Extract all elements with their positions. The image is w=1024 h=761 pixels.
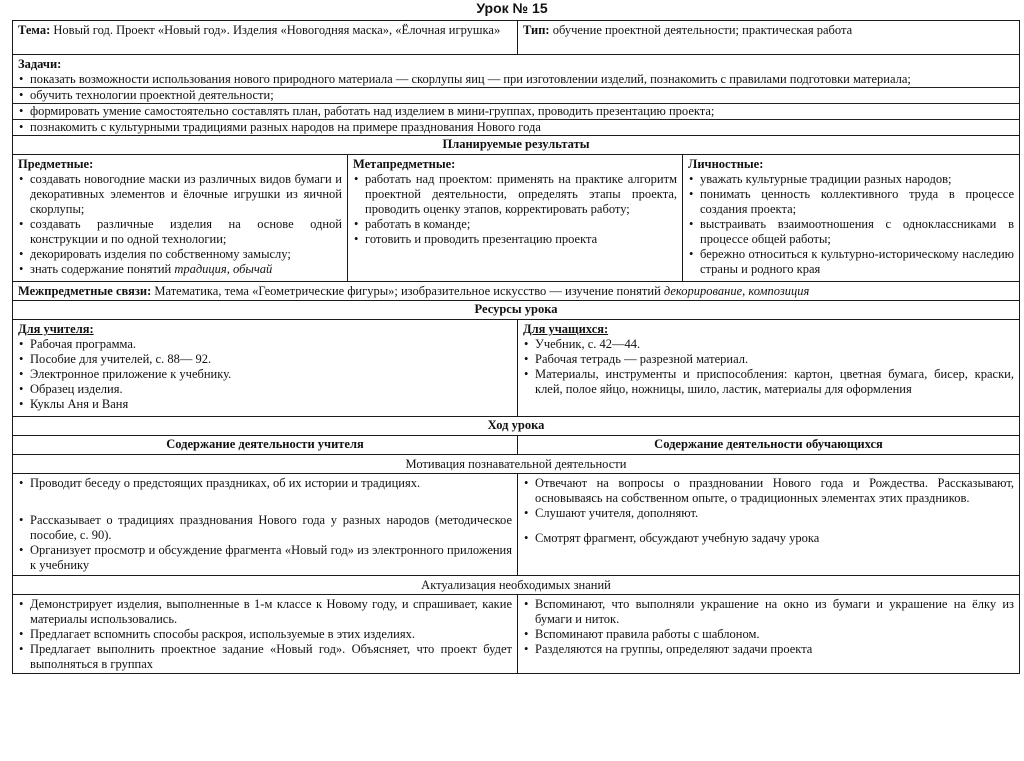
- resources-header-row: [13, 301, 1020, 320]
- topic-label: Тема:: [18, 23, 51, 37]
- personal-result-item: • уважать культурные традиции разных народов;: [688, 172, 1014, 187]
- lesson-flow-header-row: [13, 417, 1020, 436]
- topic-row: [13, 21, 1020, 55]
- personal-results-label: Личностные:: [688, 157, 764, 171]
- stage-teacher-list: [18, 476, 512, 573]
- resources-header: Ресурсы урока: [13, 301, 1020, 320]
- teacher-resources-label: Для учителя:: [18, 322, 94, 336]
- topic-cell: [13, 21, 518, 55]
- task-item: • познакомить с культурными традициями разных народов на примере празднования Нового года: [13, 120, 1019, 135]
- subject-results-list: [18, 172, 342, 277]
- meta-result-item: • работать над проектом: применять на практике алгоритм проектной деятельности, определять этапы проекта, проводить оценку этапов, корректировать работу;: [353, 172, 677, 217]
- stage-title: Актуализация необходимых знаний: [13, 576, 1020, 595]
- student-activity-item: • Отвечают на вопросы о праздновании Нового года и Рождества. Рассказывают, основываясь на собственном опыте, о традиционных элементах этих праздников.: [523, 476, 1014, 506]
- personal-results-list: [688, 172, 1014, 277]
- interdisciplinary-text: Математика, тема «Геометрические фигуры»; изобразительное искусство — изучение понятий: [151, 284, 664, 298]
- student-activity-item: • Разделяются на группы, определяют задачи проекта: [523, 642, 1014, 657]
- lesson-columns-row: [13, 436, 1020, 455]
- subject-result-item: • декорировать изделия по собственному замыслу;: [18, 247, 342, 262]
- teacher-resources-list: [18, 337, 512, 412]
- stage-content-row: [13, 474, 1020, 576]
- personal-results-cell: [683, 155, 1020, 282]
- resources-row: [13, 320, 1020, 417]
- student-activity-item: • Слушают учителя, дополняют.: [523, 506, 1014, 521]
- student-resources-cell: [518, 320, 1020, 417]
- tasks-cell: [13, 55, 1020, 136]
- stage-teacher-list: [18, 597, 512, 672]
- student-resources-list: [523, 337, 1014, 397]
- planned-results-row: [13, 155, 1020, 282]
- teacher-resource-item: • Куклы Аня и Ваня: [18, 397, 512, 412]
- teacher-activity-header: Содержание деятельности учителя: [13, 436, 518, 455]
- personal-result-item: • понимать ценность коллективного труда в процессе создания проекта;: [688, 187, 1014, 217]
- meta-results-list: [353, 172, 677, 247]
- stage-title-row: [13, 455, 1020, 474]
- meta-result-item: • работать в команде;: [353, 217, 677, 232]
- interdisciplinary-cell: [13, 282, 1020, 301]
- topic-text: Новый год. Проект «Новый год». Изделия «Новогодняя маска», «Ёлочная игрушка»: [53, 23, 501, 37]
- tasks-row: [13, 55, 1020, 136]
- stage-student-list: [523, 476, 1014, 546]
- student-resource-item: • Материалы, инструменты и приспособления: картон, цветная бумага, бисер, краски, клей, полое яйцо, ножницы, шило, ластик, материалы для оформления: [523, 367, 1014, 397]
- lesson-plan-table: [12, 20, 1020, 674]
- teacher-activity-item: • Организует просмотр и обсуждение фрагмента «Новый год» из электронного приложения к учебнику: [18, 543, 512, 573]
- personal-result-item: • выстраивать взаимоотношения с одноклассниками в процессе общей работы;: [688, 217, 1014, 247]
- subject-result-item: • создавать новогодние маски из различных видов бумаги и декоративных элементов и ёлочные игрушки из яичной скорлупы;: [18, 172, 342, 217]
- subject-result-text: знать содержание понятий: [30, 262, 175, 276]
- tasks-label: Задачи:: [18, 57, 62, 71]
- teacher-activity-item: • Демонстрирует изделия, выполненные в 1-м классе к Новому году, и спрашивает, какие материалы использовались.: [18, 597, 512, 627]
- meta-result-item: • готовить и проводить презентацию проекта: [353, 232, 677, 247]
- interdisciplinary-terms: декорирование, композиция: [663, 284, 810, 298]
- teacher-resource-item: • Образец изделия.: [18, 382, 512, 397]
- subject-results-cell: [13, 155, 348, 282]
- page-title: Урок № 15: [476, 0, 548, 16]
- teacher-activity-item: • Рассказывает о традициях празднования Нового года у разных народов (методическое пособие, с. 90).: [18, 513, 512, 543]
- meta-results-label: Метапредметные:: [353, 157, 456, 171]
- stage-student-list: [523, 597, 1014, 657]
- personal-result-item: • бережно относиться к культурно-историческому наследию страны и родного края: [688, 247, 1014, 277]
- stage-teacher-cell: [13, 474, 518, 576]
- teacher-activity-item: • Предлагает выполнить проектное задание «Новый год». Объясняет, что проект будет выполняться в группах: [18, 642, 512, 672]
- stage-student-cell: [518, 595, 1020, 674]
- teacher-resource-item: • Электронное приложение к учебнику.: [18, 367, 512, 382]
- lesson-flow-header: Ход урока: [13, 417, 1020, 436]
- student-activity-header: Содержание деятельности обучающихся: [518, 436, 1020, 455]
- student-activity-item: • Вспоминают правила работы с шаблоном.: [523, 627, 1014, 642]
- planned-results-header: Планируемые результаты: [13, 136, 1020, 155]
- tasks-list: [18, 72, 1014, 135]
- subject-result-item: [18, 262, 342, 277]
- stage-title-row: [13, 576, 1020, 595]
- interdisciplinary-label: Межпредметные связи:: [18, 284, 152, 298]
- type-cell: [518, 21, 1020, 55]
- task-item: • формировать умение самостоятельно составлять план, работать над изделием в мини-группах, проводить презентацию проекта;: [13, 104, 1019, 120]
- stage-content-row: [13, 595, 1020, 674]
- student-resource-item: • Рабочая тетрадь — разрезной материал.: [523, 352, 1014, 367]
- teacher-activity-item: • Проводит беседу о предстоящих праздниках, об их истории и традициях.: [18, 476, 512, 491]
- planned-results-header-row: [13, 136, 1020, 155]
- teacher-activity-item: • Предлагает вспомнить способы раскроя, используемые в этих изделиях.: [18, 627, 512, 642]
- student-activity-item: • Вспоминают, что выполняли украшение на окно из бумаги и украшение на ёлку из бумаги и ниток.: [523, 597, 1014, 627]
- type-label: Тип:: [523, 23, 550, 37]
- student-activity-item: • Смотрят фрагмент, обсуждают учебную задачу урока: [523, 531, 1014, 546]
- teacher-resources-cell: [13, 320, 518, 417]
- meta-results-cell: [348, 155, 683, 282]
- student-resources-label: Для учащихся:: [523, 322, 609, 336]
- type-text: обучение проектной деятельности; практическая работа: [552, 23, 853, 37]
- task-item: • обучить технологии проектной деятельности;: [13, 88, 1019, 104]
- teacher-resource-item: • Пособие для учителей, с. 88— 92.: [18, 352, 512, 367]
- stage-teacher-cell: [13, 595, 518, 674]
- subject-results-label: Предметные:: [18, 157, 94, 171]
- subject-result-terms: традиция, обычай: [174, 262, 273, 276]
- subject-result-item: • создавать различные изделия на основе одной конструкции и по одной технологии;: [18, 217, 342, 247]
- task-item: • показать возможности использования нового природного материала — скорлупы яиц — при изготовлении изделий, познакомить с правилами подготовки материала;: [13, 72, 1019, 88]
- interdisciplinary-row: [13, 282, 1020, 301]
- stage-title: Мотивация познавательной деятельности: [13, 455, 1020, 474]
- student-resource-item: • Учебник, с. 42—44.: [523, 337, 1014, 352]
- teacher-resource-item: • Рабочая программа.: [18, 337, 512, 352]
- stage-student-cell: [518, 474, 1020, 576]
